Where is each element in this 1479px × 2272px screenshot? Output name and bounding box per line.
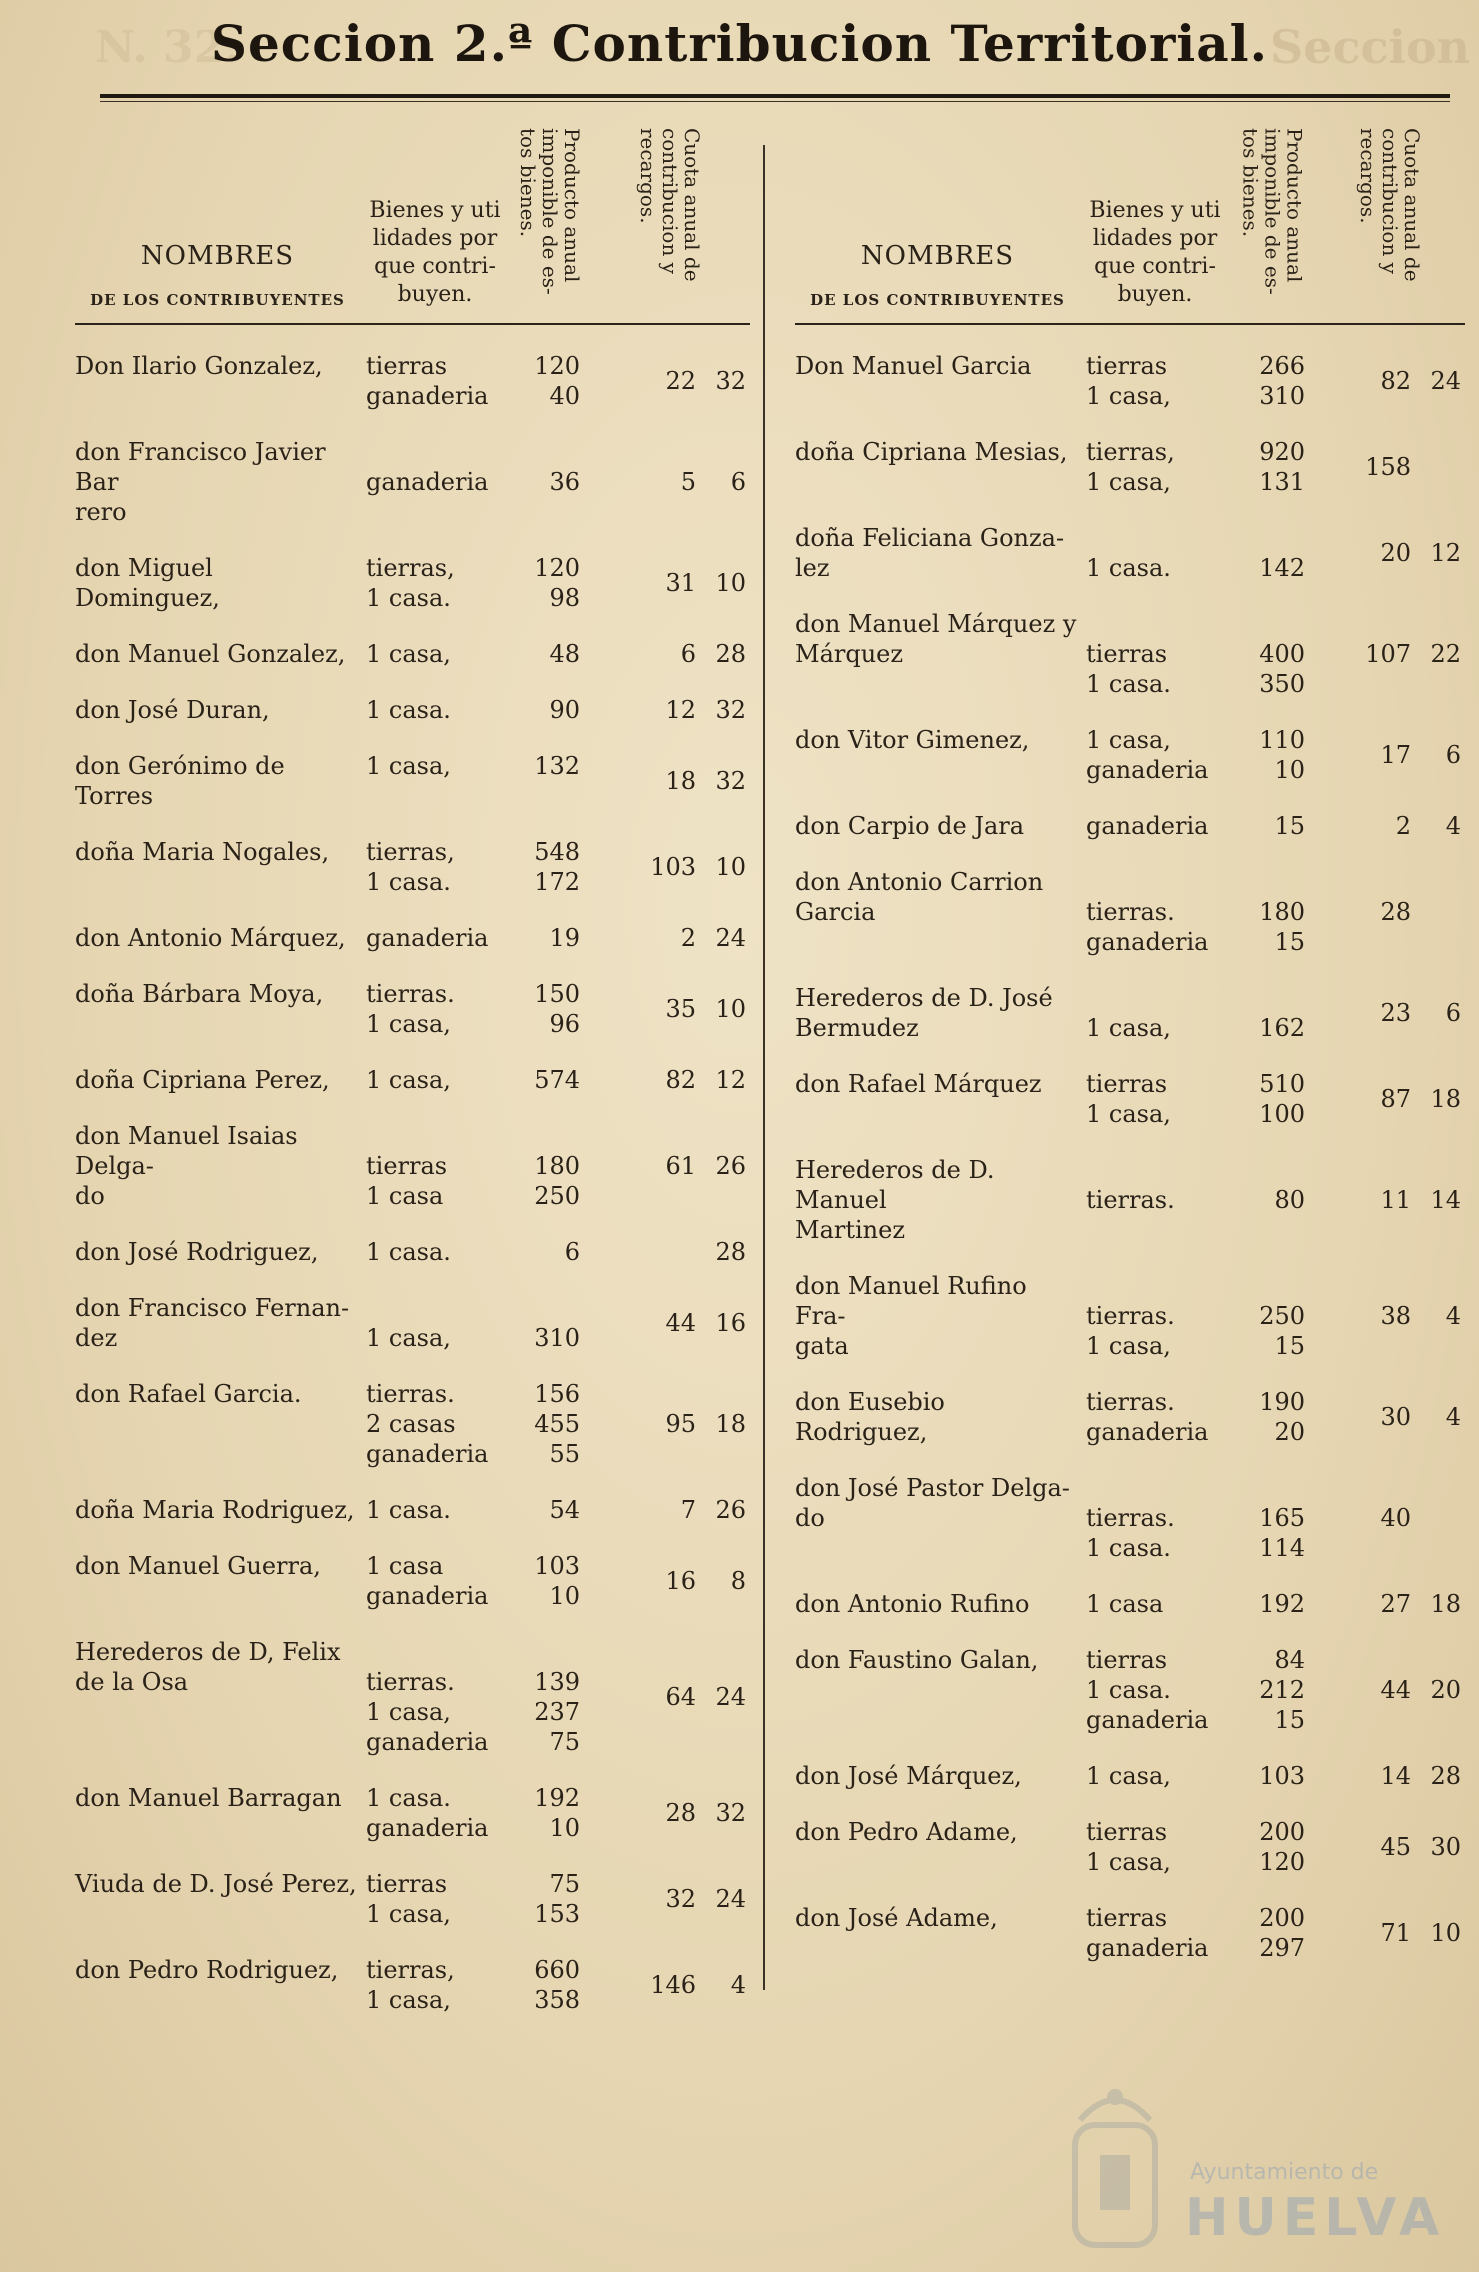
header-cuota-text: Cuota anual de contribucion y recargos. bbox=[1356, 128, 1424, 282]
table-row bbox=[75, 613, 750, 669]
contributor-name: doña Bárbara Moya, bbox=[75, 980, 324, 1008]
cuota-reales: 12 bbox=[665, 696, 696, 724]
table-row bbox=[75, 527, 750, 613]
table-row bbox=[75, 669, 750, 725]
watermark-line2: HUELVA bbox=[1185, 2188, 1446, 2248]
right-column bbox=[795, 120, 1465, 1963]
left-column bbox=[75, 120, 750, 2015]
contributor-goods: tierras 1 casa. bbox=[1086, 640, 1171, 698]
cuota-maravedis: 6 bbox=[730, 468, 746, 496]
producto-values: 190 20 bbox=[1259, 1388, 1305, 1446]
watermark-line1: Ayuntamiento de bbox=[1190, 2160, 1379, 2185]
cuota-reales: 7 bbox=[680, 1496, 696, 1524]
cuota-reales: 107 bbox=[1365, 640, 1411, 668]
cuota-cell bbox=[590, 1095, 750, 1211]
contributor-name: don Vitor Gimenez, bbox=[795, 726, 1030, 754]
contributor-name: doña Cipriana Perez, bbox=[75, 1066, 330, 1094]
cuota-reales: 146 bbox=[650, 1971, 696, 1999]
producto-values: 266 310 bbox=[1259, 352, 1305, 410]
cuota-cell bbox=[1315, 1361, 1465, 1447]
table-row bbox=[795, 1877, 1465, 1963]
contributor-goods: tierras, 1 casa. bbox=[366, 838, 455, 896]
cuota-reales: 28 bbox=[1380, 898, 1411, 926]
cuota-maravedis: 32 bbox=[715, 1799, 746, 1827]
contributor-name: Herederos de D. Manuel Martinez bbox=[795, 1156, 995, 1244]
contributor-goods: tierras ganaderia bbox=[366, 352, 489, 410]
contributor-goods: tierras 1 casa, bbox=[1086, 1818, 1171, 1876]
cuota-cell bbox=[590, 669, 750, 725]
contributor-name: don Francisco Fernan- dez bbox=[75, 1294, 350, 1352]
contributor-goods: tierras 1 casa. ganaderia bbox=[1086, 1646, 1209, 1734]
contributor-name: Herederos de D. José Bermudez bbox=[795, 984, 1053, 1042]
cuota-maravedis: 10 bbox=[715, 569, 746, 597]
contributor-name: don Carpio de Jara bbox=[795, 812, 1025, 840]
contributor-goods: tierras. 2 casas ganaderia bbox=[366, 1380, 489, 1468]
table-row bbox=[75, 1929, 750, 2015]
contributor-goods: 1 casa ganaderia bbox=[366, 1552, 489, 1610]
contributor-name: don Antonio Márquez, bbox=[75, 924, 346, 952]
cuota-reales: 32 bbox=[665, 1885, 696, 1913]
table-row bbox=[75, 1611, 750, 1757]
producto-values: 660 358 bbox=[534, 1956, 580, 2014]
producto-values: 90 bbox=[549, 696, 580, 724]
cuota-cell bbox=[590, 811, 750, 897]
cuota-cell bbox=[590, 1211, 750, 1267]
producto-values: 80 bbox=[1274, 1186, 1305, 1214]
cuota-reales: 40 bbox=[1380, 1504, 1411, 1532]
producto-values: 192 bbox=[1259, 1590, 1305, 1618]
cuota-reales: 22 bbox=[665, 367, 696, 395]
contributor-goods: 1 casa, bbox=[366, 1324, 451, 1352]
cuota-cell bbox=[1315, 583, 1465, 699]
cuota-maravedis: 28 bbox=[1430, 1762, 1461, 1790]
contributor-name: Don Ilario Gonzalez, bbox=[75, 352, 323, 380]
header-names-top: NOMBRES bbox=[140, 241, 295, 271]
contributor-name: don Antonio Rufino bbox=[795, 1590, 1030, 1618]
producto-values: 574 bbox=[534, 1066, 580, 1094]
cuota-reales: 18 bbox=[665, 767, 696, 795]
contributor-goods: tierras 1 casa, bbox=[1086, 1070, 1171, 1128]
producto-values: 110 10 bbox=[1259, 726, 1305, 784]
contributor-name: don José Adame, bbox=[795, 1904, 998, 1932]
page-title: Seccion 2.ª Contribucion Territorial. bbox=[210, 14, 1269, 73]
cuota-reales: 45 bbox=[1380, 1833, 1411, 1861]
cuota-cell bbox=[590, 1267, 750, 1353]
header-names-top: NOMBRES bbox=[860, 241, 1015, 271]
contributor-goods: 1 casa, bbox=[1086, 1762, 1171, 1790]
table-row bbox=[795, 1043, 1465, 1129]
contributor-goods: tierras. bbox=[1086, 1186, 1175, 1214]
cuota-cell bbox=[590, 1843, 750, 1929]
contributor-goods: 1 casa, bbox=[366, 640, 451, 668]
producto-values: 162 bbox=[1259, 1014, 1305, 1042]
contributor-goods: tierras. 1 casa. bbox=[1086, 1504, 1175, 1562]
cuota-reales: 158 bbox=[1365, 453, 1411, 481]
cuota-cell bbox=[590, 1353, 750, 1469]
header-cuota-text: Cuota anual de contribucion y recargos. bbox=[636, 128, 704, 282]
cuota-reales: 6 bbox=[680, 640, 696, 668]
cuota-cell bbox=[1315, 841, 1465, 957]
header-names bbox=[795, 120, 1080, 324]
producto-values: 48 bbox=[549, 640, 580, 668]
producto-values: 15 bbox=[1274, 812, 1305, 840]
producto-values: 200 297 bbox=[1259, 1904, 1305, 1962]
header-bienes: Bienes y uti lidades por que contri- buyen. bbox=[360, 120, 510, 324]
cuota-maravedis: 6 bbox=[1445, 999, 1461, 1027]
cuota-cell bbox=[1315, 1619, 1465, 1735]
contributor-goods: 1 casa, bbox=[1086, 1014, 1171, 1042]
table-row bbox=[795, 497, 1465, 583]
cuota-maravedis: 28 bbox=[715, 640, 746, 668]
producto-values: 200 120 bbox=[1259, 1818, 1305, 1876]
contributor-goods: tierras. 1 casa, bbox=[1086, 1302, 1175, 1360]
contributor-name: don José Márquez, bbox=[795, 1762, 1022, 1790]
cuota-cell bbox=[590, 953, 750, 1039]
contributor-name: don Manuel Gonzalez, bbox=[75, 640, 346, 668]
cuota-cell bbox=[1315, 1129, 1465, 1245]
table-row bbox=[795, 324, 1465, 411]
table-row bbox=[795, 1735, 1465, 1791]
cuota-reales: 35 bbox=[665, 995, 696, 1023]
producto-values: 36 bbox=[549, 468, 580, 496]
cuota-reales: 23 bbox=[1380, 999, 1411, 1027]
contributor-name: don José Duran, bbox=[75, 696, 270, 724]
table-row bbox=[795, 1245, 1465, 1361]
contributor-goods: 1 casa, ganaderia bbox=[1086, 726, 1209, 784]
producto-values: 19 bbox=[549, 924, 580, 952]
cuota-cell bbox=[1315, 1735, 1465, 1791]
title-rule-thin bbox=[100, 101, 1450, 102]
table-row bbox=[75, 1267, 750, 1353]
cuota-reales: 17 bbox=[1380, 741, 1411, 769]
cuota-reales: 20 bbox=[1380, 539, 1411, 567]
cuota-cell bbox=[1315, 324, 1465, 411]
contributor-name: don Pedro Rodriguez, bbox=[75, 1956, 339, 1984]
cuota-maravedis: 24 bbox=[715, 1683, 746, 1711]
contributor-name: don Manuel Barragan bbox=[75, 1784, 342, 1812]
contributor-name: don Eusebio Rodriguez, bbox=[795, 1388, 945, 1446]
contributor-name: don Manuel Rufino Fra- gata bbox=[795, 1272, 1027, 1360]
header-cuota bbox=[1315, 120, 1465, 324]
cuota-maravedis: 10 bbox=[715, 995, 746, 1023]
producto-values: 54 bbox=[549, 1496, 580, 1524]
cuota-reales: 27 bbox=[1380, 1590, 1411, 1618]
contributor-goods: 1 casa. bbox=[366, 696, 451, 724]
contributor-goods: tierras, 1 casa, bbox=[1086, 438, 1175, 496]
table-row bbox=[75, 1095, 750, 1211]
cuota-maravedis: 32 bbox=[715, 767, 746, 795]
cuota-cell bbox=[590, 324, 750, 411]
contributor-goods: tierras. 1 casa, bbox=[366, 980, 455, 1038]
contributor-name: don Antonio Carrion Garcia bbox=[795, 868, 1044, 926]
cuota-maravedis: 22 bbox=[1430, 640, 1461, 668]
contributor-goods: 1 casa. bbox=[366, 1238, 451, 1266]
cuota-cell bbox=[590, 1929, 750, 2015]
cuota-cell bbox=[590, 1525, 750, 1611]
cuota-cell bbox=[1315, 1563, 1465, 1619]
contributor-goods: 1 casa, bbox=[366, 752, 451, 780]
table-row bbox=[795, 1361, 1465, 1447]
producto-values: 139 237 75 bbox=[534, 1668, 580, 1756]
contributor-goods: tierras, 1 casa. bbox=[366, 554, 455, 612]
producto-values: 103 bbox=[1259, 1762, 1305, 1790]
cuota-maravedis: 30 bbox=[1430, 1833, 1461, 1861]
contributor-goods: 1 casa, bbox=[366, 1066, 451, 1094]
table-row bbox=[795, 957, 1465, 1043]
table-row bbox=[795, 1619, 1465, 1735]
producto-values: 120 98 bbox=[534, 554, 580, 612]
table-row bbox=[75, 1211, 750, 1267]
cuota-cell bbox=[1315, 1791, 1465, 1877]
contributor-name: don Rafael Garcia. bbox=[75, 1380, 302, 1408]
cuota-cell bbox=[590, 411, 750, 527]
header-bienes: Bienes y uti lidades por que contri- buyen. bbox=[1080, 120, 1230, 324]
cuota-cell bbox=[590, 725, 750, 811]
bleed-through-text: N. 32. bbox=[95, 22, 240, 73]
table-row bbox=[795, 1791, 1465, 1877]
table-row bbox=[75, 1039, 750, 1095]
table-row bbox=[75, 1757, 750, 1843]
contributor-name: doña Cipriana Mesias, bbox=[795, 438, 1068, 466]
contributor-goods: 1 casa. bbox=[1086, 554, 1171, 582]
producto-values: 165 114 bbox=[1259, 1504, 1305, 1562]
cuota-reales: 14 bbox=[1380, 1762, 1411, 1790]
cuota-maravedis: 20 bbox=[1430, 1676, 1461, 1704]
contributor-goods: ganaderia bbox=[366, 924, 489, 952]
cuota-cell bbox=[590, 1469, 750, 1525]
header-producto bbox=[1230, 120, 1315, 324]
title-rule bbox=[100, 94, 1450, 98]
producto-values: 510 100 bbox=[1259, 1070, 1305, 1128]
bleed-through-text-right: Seccion bbox=[1270, 20, 1471, 74]
cuota-reales: 11 bbox=[1380, 1186, 1411, 1214]
producto-values: 156 455 55 bbox=[534, 1380, 580, 1468]
left-table bbox=[75, 120, 750, 2015]
producto-values: 180 15 bbox=[1259, 898, 1305, 956]
producto-values: 142 bbox=[1259, 554, 1305, 582]
contributor-name: don Francisco Javier Bar rero bbox=[75, 438, 326, 526]
header-producto-text: Producto anual imponible de es- tos bienes. bbox=[516, 128, 584, 295]
table-row bbox=[795, 583, 1465, 699]
table-row bbox=[75, 1353, 750, 1469]
cuota-maravedis: 24 bbox=[1430, 367, 1461, 395]
cuota-maravedis: 32 bbox=[715, 367, 746, 395]
producto-values: 400 350 bbox=[1259, 640, 1305, 698]
cuota-reales: 16 bbox=[665, 1567, 696, 1595]
cuota-reales: 5 bbox=[680, 468, 696, 496]
cuota-reales: 44 bbox=[665, 1309, 696, 1337]
cuota-maravedis: 6 bbox=[1445, 741, 1461, 769]
contributor-name: don José Rodriguez, bbox=[75, 1238, 319, 1266]
column-divider bbox=[763, 145, 765, 1990]
producto-values: 103 10 bbox=[534, 1552, 580, 1610]
cuota-maravedis: 24 bbox=[715, 924, 746, 952]
producto-values: 920 131 bbox=[1259, 438, 1305, 496]
cuota-reales: 38 bbox=[1380, 1302, 1411, 1330]
table-row bbox=[795, 1563, 1465, 1619]
cuota-reales: 28 bbox=[665, 1799, 696, 1827]
table-row bbox=[795, 1447, 1465, 1563]
cuota-maravedis: 8 bbox=[730, 1567, 746, 1595]
table-row bbox=[75, 1469, 750, 1525]
cuota-reales: 103 bbox=[650, 853, 696, 881]
producto-values: 548 172 bbox=[534, 838, 580, 896]
table-row bbox=[795, 699, 1465, 785]
table-row bbox=[795, 785, 1465, 841]
producto-values: 120 40 bbox=[534, 352, 580, 410]
contributor-goods: tierras. 1 casa, ganaderia bbox=[366, 1668, 489, 1756]
contributor-name: Don Manuel Garcia bbox=[795, 352, 1032, 380]
cuota-maravedis: 10 bbox=[1430, 1919, 1461, 1947]
contributor-goods: 1 casa. ganaderia bbox=[366, 1784, 489, 1842]
contributor-name: don Manuel Isaias Delga- do bbox=[75, 1122, 298, 1210]
producto-values: 150 96 bbox=[534, 980, 580, 1038]
cuota-maravedis: 12 bbox=[715, 1066, 746, 1094]
contributor-name: don Rafael Márquez bbox=[795, 1070, 1042, 1098]
cuota-cell bbox=[1315, 1877, 1465, 1963]
contributor-name: don Miguel Dominguez, bbox=[75, 554, 220, 612]
producto-values: 75 153 bbox=[534, 1870, 580, 1928]
contributor-name: doña Maria Rodriguez, bbox=[75, 1496, 355, 1524]
cuota-cell bbox=[1315, 957, 1465, 1043]
producto-values: 250 15 bbox=[1259, 1302, 1305, 1360]
cuota-cell bbox=[1315, 497, 1465, 583]
cuota-reales: 44 bbox=[1380, 1676, 1411, 1704]
header-cuota bbox=[590, 120, 750, 324]
cuota-maravedis: 10 bbox=[715, 853, 746, 881]
cuota-cell bbox=[590, 1039, 750, 1095]
cuota-maravedis: 14 bbox=[1430, 1186, 1461, 1214]
producto-values: 84 212 15 bbox=[1259, 1646, 1305, 1734]
table-row bbox=[75, 811, 750, 897]
contributor-name: don Gerónimo de Torres bbox=[75, 752, 285, 810]
cuota-cell bbox=[1315, 785, 1465, 841]
producto-values: 310 bbox=[534, 1324, 580, 1352]
city-crest-icon bbox=[1060, 2075, 1170, 2265]
contributor-goods: tierras. ganaderia bbox=[1086, 1388, 1209, 1446]
contributor-goods: tierras, 1 casa, bbox=[366, 1956, 455, 2014]
table-row bbox=[75, 725, 750, 811]
cuota-reales: 2 bbox=[680, 924, 696, 952]
contributor-name: don Faustino Galan, bbox=[795, 1646, 1039, 1674]
contributor-name: Herederos de D, Felix de la Osa bbox=[75, 1638, 341, 1696]
cuota-reales: 71 bbox=[1380, 1919, 1411, 1947]
cuota-cell bbox=[1315, 411, 1465, 497]
cuota-reales: 82 bbox=[1380, 367, 1411, 395]
header-names bbox=[75, 120, 360, 324]
header-producto-text: Producto anual imponible de es- tos bienes. bbox=[1238, 128, 1307, 295]
contributor-name: doña Feliciana Gonza- lez bbox=[795, 524, 1065, 582]
contributor-goods: tierras 1 casa bbox=[366, 1152, 448, 1210]
contributor-goods: tierras 1 casa, bbox=[366, 1870, 451, 1928]
cuota-cell bbox=[590, 897, 750, 953]
contributor-name: don Manuel Guerra, bbox=[75, 1552, 321, 1580]
cuota-maravedis: 12 bbox=[1430, 539, 1461, 567]
right-header-row bbox=[795, 120, 1465, 324]
header-names-bottom: DE LOS CONTRIBUYENTES bbox=[810, 291, 1065, 309]
cuota-reales: 30 bbox=[1380, 1403, 1411, 1431]
cuota-reales: 95 bbox=[665, 1410, 696, 1438]
right-rows bbox=[795, 324, 1465, 1963]
cuota-maravedis: 28 bbox=[715, 1238, 746, 1266]
cuota-maravedis: 26 bbox=[715, 1496, 746, 1524]
contributor-goods: ganaderia bbox=[1086, 812, 1209, 840]
header-producto bbox=[510, 120, 590, 324]
cuota-maravedis: 26 bbox=[715, 1152, 746, 1180]
cuota-maravedis: 32 bbox=[715, 696, 746, 724]
left-header-row bbox=[75, 120, 750, 324]
cuota-maravedis: 4 bbox=[1445, 1403, 1461, 1431]
cuota-reales: 2 bbox=[1395, 812, 1411, 840]
cuota-maravedis: 24 bbox=[715, 1885, 746, 1913]
contributor-name: doña Maria Nogales, bbox=[75, 838, 330, 866]
producto-values: 180 250 bbox=[534, 1152, 580, 1210]
contributor-goods: 1 casa bbox=[1086, 1590, 1164, 1618]
cuota-maravedis: 16 bbox=[715, 1309, 746, 1337]
cuota-maravedis: 18 bbox=[715, 1410, 746, 1438]
contributor-goods: tierras 1 casa, bbox=[1086, 352, 1171, 410]
contributor-name: don José Pastor Delga- do bbox=[795, 1474, 1070, 1532]
cuota-cell bbox=[1315, 1043, 1465, 1129]
left-rows bbox=[75, 324, 750, 2015]
contributor-goods: ganaderia bbox=[366, 468, 489, 496]
producto-values: 192 10 bbox=[534, 1784, 580, 1842]
right-table bbox=[795, 120, 1465, 1963]
table-row bbox=[75, 324, 750, 411]
cuota-cell bbox=[1315, 699, 1465, 785]
contributor-goods: tierras ganaderia bbox=[1086, 1904, 1209, 1962]
cuota-cell bbox=[590, 613, 750, 669]
cuota-reales: 31 bbox=[665, 569, 696, 597]
cuota-cell bbox=[1315, 1245, 1465, 1361]
cuota-cell bbox=[590, 1757, 750, 1843]
cuota-reales: 64 bbox=[665, 1683, 696, 1711]
table-row bbox=[795, 841, 1465, 957]
table-row bbox=[75, 1525, 750, 1611]
cuota-cell bbox=[590, 527, 750, 613]
cuota-maravedis: 18 bbox=[1430, 1590, 1461, 1618]
cuota-maravedis: 4 bbox=[1445, 812, 1461, 840]
contributor-name: don Manuel Márquez y Márquez bbox=[795, 610, 1077, 668]
cuota-maravedis: 18 bbox=[1430, 1085, 1461, 1113]
cuota-maravedis: 4 bbox=[730, 1971, 746, 1999]
table-row bbox=[75, 1843, 750, 1929]
contributor-goods: 1 casa. bbox=[366, 1496, 451, 1524]
producto-values: 132 bbox=[534, 752, 580, 780]
contributor-name: Viuda de D. José Perez, bbox=[75, 1870, 357, 1898]
table-row bbox=[795, 1129, 1465, 1245]
table-row bbox=[75, 953, 750, 1039]
cuota-cell bbox=[1315, 1447, 1465, 1563]
cuota-reales: 61 bbox=[665, 1152, 696, 1180]
table-row bbox=[75, 411, 750, 527]
cuota-reales: 87 bbox=[1380, 1085, 1411, 1113]
header-names-bottom: DE LOS CONTRIBUYENTES bbox=[90, 291, 345, 309]
table-row bbox=[795, 411, 1465, 497]
contributor-goods: tierras. ganaderia bbox=[1086, 898, 1209, 956]
cuota-maravedis: 4 bbox=[1445, 1302, 1461, 1330]
cuota-reales: 82 bbox=[665, 1066, 696, 1094]
producto-values: 6 bbox=[564, 1238, 580, 1266]
table-row bbox=[75, 897, 750, 953]
contributor-name: don Pedro Adame, bbox=[795, 1818, 1018, 1846]
cuota-cell bbox=[590, 1611, 750, 1757]
